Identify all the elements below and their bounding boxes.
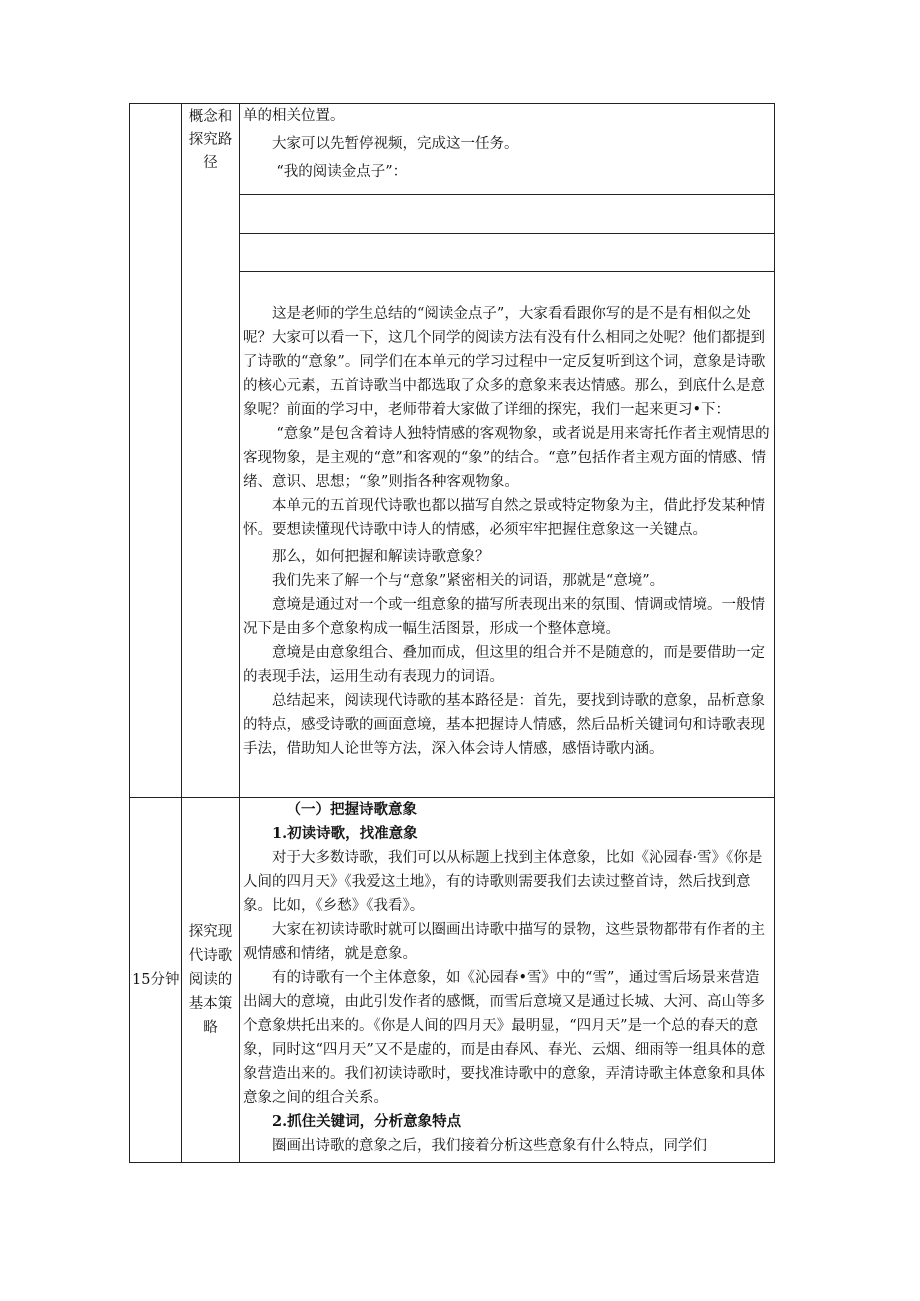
paragraph: 有的诗歌有一个主体意象，如《沁园春•雪》中的“雪”，通过雪后场景来营造出阔大的意境，由此引发作者的感慨，而雪后意境又是通过长城、大河、高山等多个意象烘托出来的。《你是人间的四月天》最明显，“四月天”是一个总的春天的意象，同时这“四月天”又不是虚的，而是由春风、春光、云烟、细雨等一组具体的意象营造出来的。我们初读诗歌时，要找准诗歌中的意象，弄清诗歌主体意象和具体意象之间的组合关系。 (243, 970, 766, 1106)
time-cell-empty (130, 104, 182, 798)
section-label-concept: 概念和探究路径 (182, 104, 240, 798)
time-cell: 15分钟 (130, 798, 182, 1163)
subsection-heading: 2.抓住关键词，分析意象特点 (272, 1113, 462, 1130)
paragraph: 大家在初读诗歌时就可以圈画出诗歌中描写的景物，这些景物都带有作者的主观情感和情绪，就是意象。 (243, 922, 765, 962)
lesson-plan-table (129, 103, 775, 1163)
section-label-strategy: 探究现代诗歌阅读的基本策略 (182, 798, 240, 1163)
content-cell-intro (240, 104, 775, 195)
content-cell-strategy (240, 798, 775, 1163)
paragraph: 圈画出诗歌的意象之后，我们接着分析这些意象有什么特点，同学们 (272, 1138, 707, 1154)
subsection-heading: 1.初读诗歌，找准意象 (272, 825, 418, 842)
paragraph: 本单元的五首现代诗歌也都以描写自然之景或特定物象为主，借此抒发某种情怀。要想读懂现代诗歌中诗人的情感，必须牢牢把握住意象这一关键点。 (243, 498, 765, 538)
text-line: “我的阅读金点子”： (276, 164, 408, 180)
blank-answer-cell[interactable] (240, 195, 775, 234)
paragraph: 这是老师的学生总结的“阅读金点子”，大家看看跟你写的是不是有相似之处呢？大家可以看一下，这几个同学的阅读方法有没有什么相同之处呢？他们都提到了诗歌的“意象”。同学们在本单元的学习过程中一定反复听到这个词，意象是诗歌的核心元素，五首诗歌当中都选取了众多的意象来表达情感。那么，到底什么是意象呢？前面的学习中，老师带着大家做了详细的探宪，我们一起来更习•下： (243, 306, 766, 418)
paragraph: 意境是通过对一个或一组意象的描写所表现出来的氛围、情调或情境。一般情况下是由多个意象构成一幅生活图景，形成一个整体意境。 (243, 597, 765, 637)
content-cell-explanation (240, 272, 775, 798)
paragraph: 意境是由意象组合、叠加而成，但这里的组合并不是随意的，而是要借助一定的表现手法，运用生动有表现力的词语。 (243, 645, 765, 685)
text-line: 大家可以先暂停视频，完成这一任务。 (272, 136, 519, 152)
blank-answer-cell[interactable] (240, 234, 775, 272)
paragraph: “意象”是包含着诗人独特情感的客观物象，或者说是用来寄托作者主观情思的客现物象，是主观的“意”和客观的“象”的结合。“意”包括作者主观方面的情感、情绪、意识、思想；“象”则指各种客观物象。 (243, 426, 770, 490)
paragraph: 总结起来，阅读现代诗歌的基本路径是：首先，要找到诗歌的意象，品析意象的特点，感受诗歌的画面意境，基本把握诗人情感，然后品析关键词句和诗歌表现手法，借助知人论世等方法，深入体会诗人情感，感悟诗歌内涵。 (243, 693, 765, 757)
text-line: 单的相关位置。 (243, 108, 345, 124)
table-row (130, 104, 775, 195)
table-row (130, 798, 775, 1163)
paragraph: 对于大多数诗歌，我们可以从标题上找到主体意象，比如《沁园春·雪》《你是人间的四月天》《我爱这土地》，有的诗歌则需要我们去读过整首诗，然后找到意象。比如，《乡愁》《我看》。 (243, 850, 763, 914)
paragraph: 那么，如何把握和解读诗歌意象？ (272, 549, 490, 565)
paragraph: 我们先来了解一个与“意象”紧密相关的词语，那就是“意境”。 (272, 573, 665, 589)
section-heading: （一）把握诗歌意象 (286, 801, 417, 818)
